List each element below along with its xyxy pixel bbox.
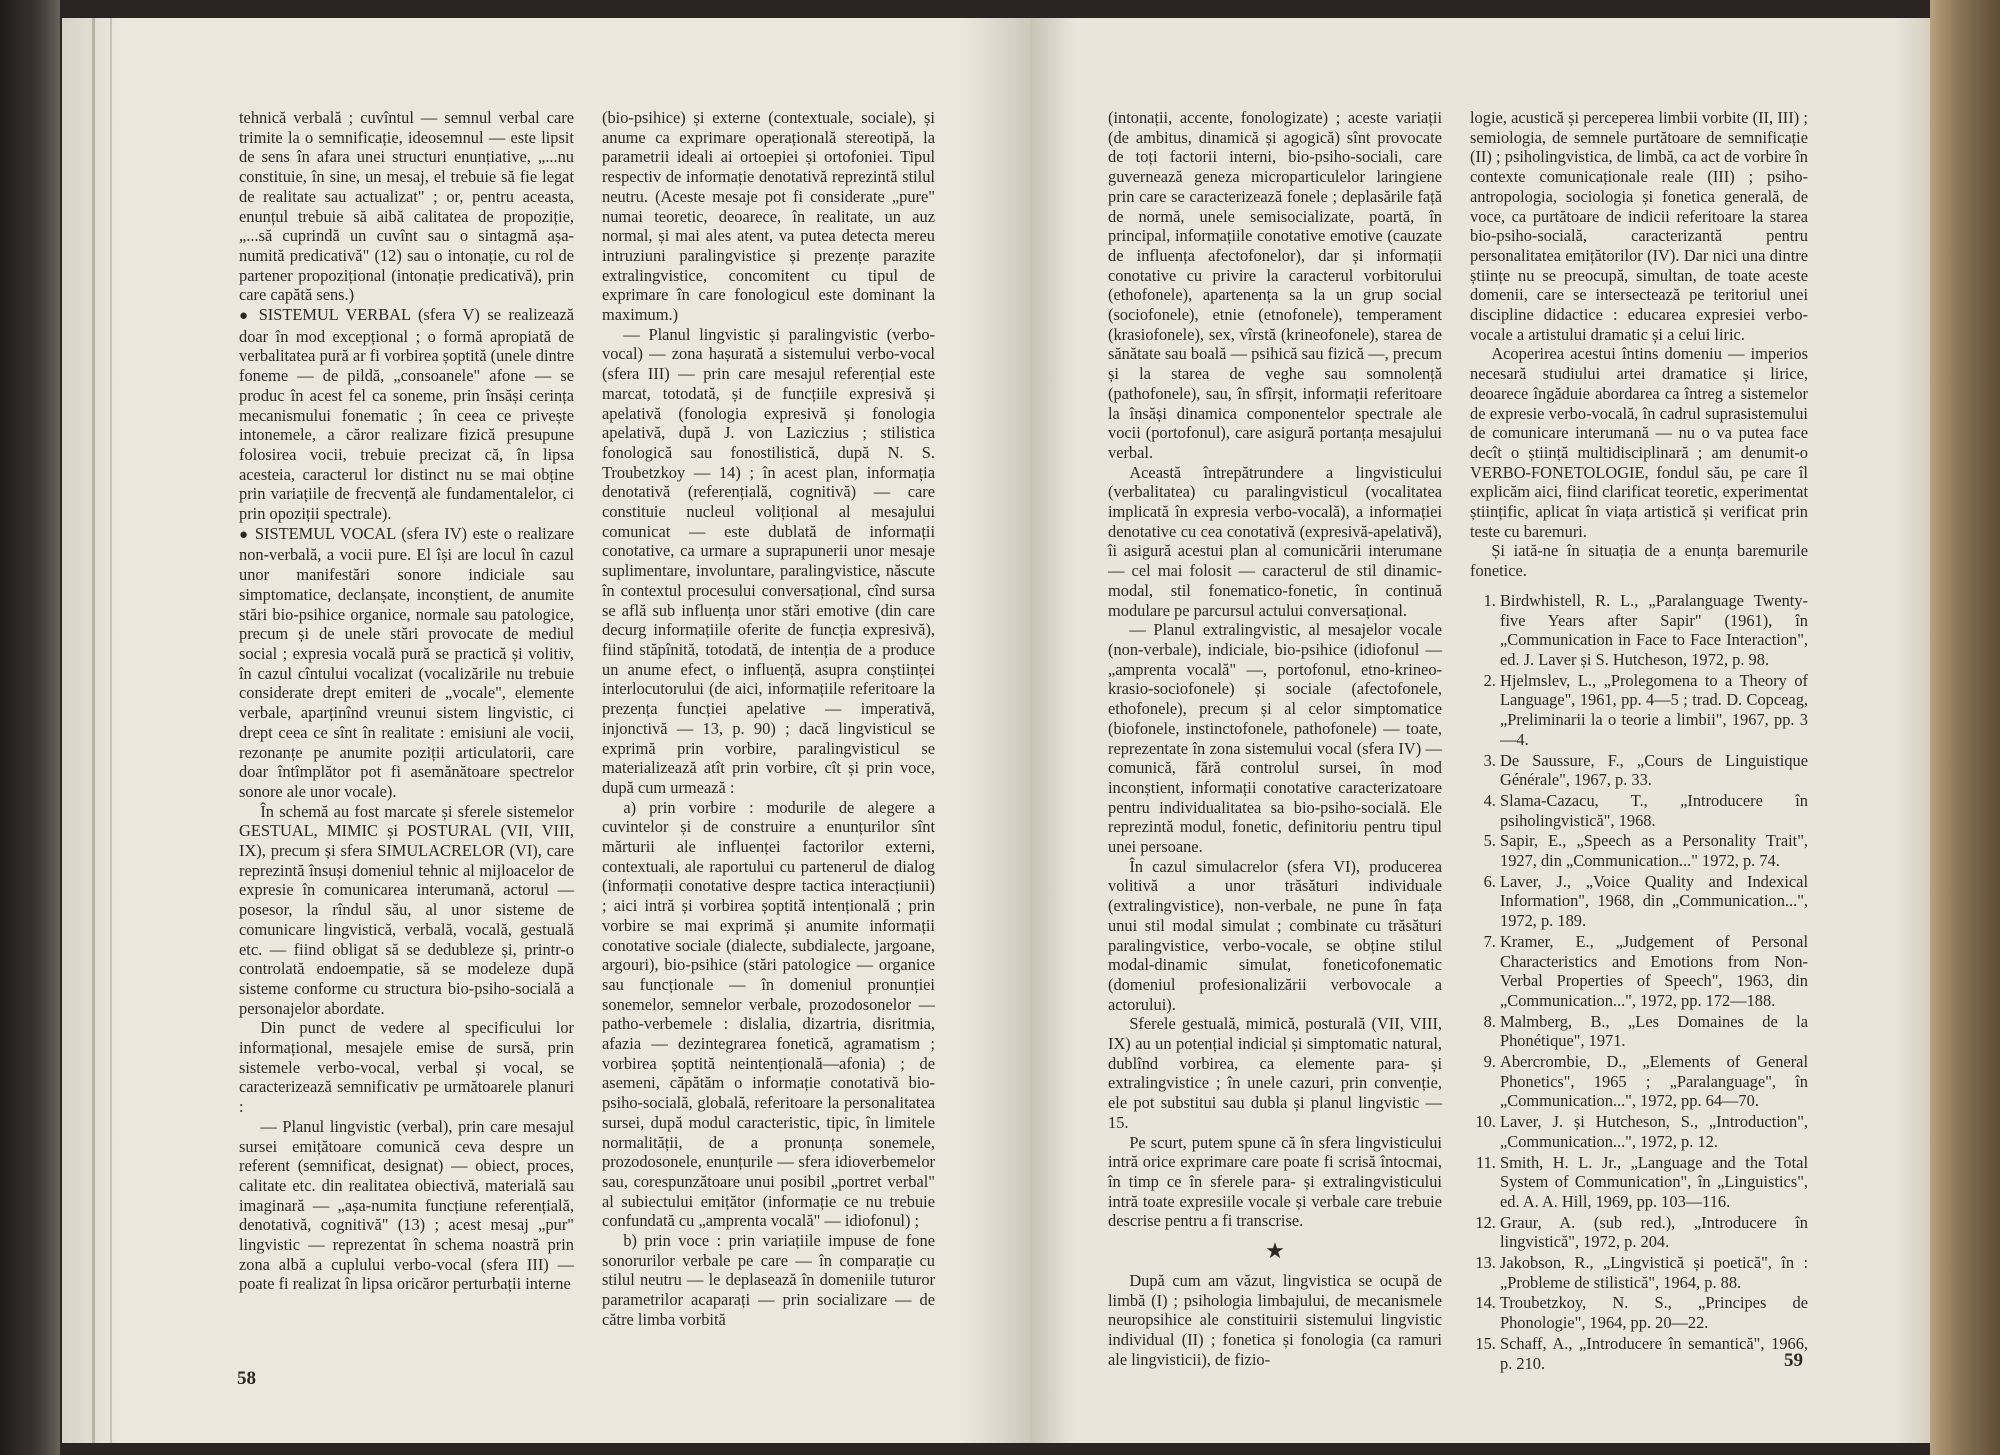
reference-item: 8. Malmberg, B., „Les Domaines de la Phonétique", 1971. [1500,1012,1808,1051]
paragraph: Sferele gestuală, mimică, posturală (VII, VIII, IX) au un potențial indicial și simptomatic natural, dublînd vorbirea, ca elemente para- și extralingvistice ; în unele cazuri, prin convenție, ele pot substitui sau dubla și planul lingvistic — 15. [1108,1014,1442,1132]
paragraph: — Planul lingvistic și paralingvistic (verbo-vocal) — zona hașurată a sistemului verbo-vocal (sfera III) — prin care mesajul referențial este marcat, totodată, și de funcțiile expresivă și apelativă (fonologia expresivă și fonologia apelativă, după J. von Laziczius ; stilistica fonologică sau fonostilistică, după N. S. Troubetzkoy — 14) ; în acest plan, informația denotativă (referențială, cognitivă) — care constituie nucleul volițional al mesajului comunicat — este dublată de informații conotative, ca urmare a suprapunerii unor mesaje suplimentare, involuntare, paralingvistice, născute în contextul procesului conversațional, cînd sursa se află sub influența unor stări emotive (din care decurg informațiile oferite de funcția expresivă), fiind stăpînită, totodată, de intenția de a produce un anume efect, o influență, asupra conștiinței interlocutorului (de aici, informațiile referitoare la prezența funcției apelative — imperativă, injonctivă — 13, p. 90) ; dacă lingvisticul se exprimă prin vorbire, paralingvisticul se materializează atît prin vorbire, cît și prin voce, după cum urmează : [602,324,935,797]
reference-item: 2. Hjelmslev, L., „Prolegomena to a Theory of Language", 1961, pp. 4—5 ; trad. D. Copceag, „Preliminarii la o teorie a limbii", 1967, pp. 3—4. [1500,671,1808,750]
paragraph: — Planul lingvistic (verbal), prin care mesajul sursei emițătoare comunică ceva despre un referent (semnificat, designat) — obiect, proces, calitate etc. din realitatea obiectivă, materială sau imaginară — „așa-numita funcțiune referențială, denotativă, cognitivă" (13) ; acest mesaj „pur" lingvistic — reprezentat în schema noastră prin zona albă a cuplului verbo-vocal (sfera III) — poate fi realizat în lipsa oricăror perturbații interne [239,1116,574,1294]
reference-item: 7. Kramer, E., „Judgement of Personal Characteristics and Emotions from Non-Verbal Properties of Speech", 1963, din „Communication...", 1972, pp. 172—188. [1500,932,1808,1011]
paragraph: Acoperirea acestui întins domeniu — imperios necesară studiului artei dramatice și lirice, deoarece îngăduie abordarea ca întreg a sistemelor de expresie verbo-vocală, în cadrul suprasistemului de comunicare interumană — nu o va putea face decît o știință multidisciplinară ; am denumit-o VERBO-FONETOLOGIE, fondul său, pe care îl explicăm aici, fiind clarificat teoretic, experimentat științific, aplicat în viața artistică și verificat prin teste cu baremuri. [1470,344,1808,541]
reference-item: 12. Graur, A. (sub red.), „Introducere în lingvistică", 1972, p. 204. [1500,1213,1808,1252]
book-edge-right [1930,0,2000,1455]
reference-item: 5. Sapir, E., „Speech as a Personality Trait", 1927, din „Communication..." 1972, p. 74. [1500,831,1808,870]
paragraph: Și iată-ne în situația de a enunța baremurile fonetice. [1470,541,1808,581]
reference-item: 9. Abercrombie, D., „Elements of General Phonetics", 1965 ; „Paralanguage", în „Communication...", 1972, pp. 64—70. [1500,1052,1808,1111]
paragraph: În cazul simulacrelor (sfera VI), producerea volitivă a unor trăsături individuale (extralingvistice), non-verbale, ne pune în fața unui stil modal simulat ; combinate cu trăsături paralingvistice, verbo-vocale, se obține stilul modal-dinamic simulat, foneticofonematic (domeniul profesionalizării verbovocale a actorului). [1108,856,1442,1014]
paragraph: (bio-psihice) și externe (contextuale, sociale), și anume ca exprimare operațională stereotipă, la parametrii ideali ai ortoepiei și ortofoniei. Tipul respectiv de informație denotativă reprezintă stilul neutru. (Aceste mesaje pot fi considerate „pure" numai teoretic, deoarece, în realitate, un auz normal, și mai ales atent, va putea detecta mereu intruziuni paralingvistice și prezențe parazite extralingvistice, concomitent cu tipul de exprimare în care fonologicul este dominant la maximum.) [602,108,935,325]
paragraph-verbal-system: ● SISTEMUL VERBAL (sfera V) se realizează doar în mod excepțional ; o formă apropiată de verbalitatea pură ar fi vorbirea șoptită (unele dintre foneme — de pildă, „consoanele" afone — se produc în acest fel ca soneme, prin însăși cerința mecanismului fonematic ; în ceea ce privește intonemele, a căror realizare fizică presupune folosirea vocii, trebuie precizat că, în lipsa acesteia, caracterul lor distinct nu se mai obține prin variațiile de frecvență ale fundamentalelor, ci prin opoziții spectrale). [239,305,574,524]
paragraph: a) prin vorbire : modurile de alegere a cuvintelor și de construire a enunțurilor sînt mărturii ale influenței factorilor externi, contextuali, ale raportului cu partenerul de dialog (informații conotative despre tactica interacțiunii) ; aici intră și vorbirea șoptită intențională ; prin vorbire se mai exprimă și anumite informații conotative sociale (dialecte, subdialecte, jargoane, argouri), bio-psihice (stări patologice — organice sau funcționale — în domeniul pronunției sonemelor, semnelor verbale, prozodosonelor — patho-verbemele : dislalia, dizartria, disritmia, afazia — dezintegrarea fonetică, agramatism ; vorbirea șoptită neintențională—afonia) ; de asemeni, căpătăm o informație conotativă bio-psiho-socială, globală, referitoare la personalitatea sursei, după modul caracteristic, tipic, în limitele normalității, de a pronunța sonemele, prozodosonele, enunțurile — sfera idioverbemelor sau, corespunzătoare unui posibil „portret verbal" al subiectului emițător (informație ce nu trebuie confundată cu „amprenta vocală" — idiofonul) ; [602,797,935,1231]
references-list [1470,591,1808,1373]
page-number-right: 59 [1784,1350,1803,1371]
left-page-column-1 [239,108,574,1294]
right-page-column-2 [1470,108,1808,1374]
page-number-left: 58 [237,1368,256,1389]
right-page-column-1 [1108,108,1442,1370]
reference-item: 14. Troubetzkoy, N. S., „Principes de Phonologie", 1964, pp. 20—22. [1500,1293,1808,1332]
reference-item: 11. Smith, H. L. Jr., „Language and the Total System of Communication", în „Linguistics", ed. A. A. Hill, 1969, pp. 103—116. [1500,1153,1808,1212]
left-page-column-2 [602,108,935,1330]
reference-item: 13. Jakobson, R., „Lingvistică și poetică", în : „Probleme de stilistică", 1964, p. 88. [1500,1253,1808,1292]
paragraph: (intonații, accente, fonologizate) ; aceste variații (de ambitus, dinamică și agogică) sînt provocate de toți factorii interni, bio-psiho-sociali, care guvernează geneza microparticulelor laringiene prin care se caracterizează fonele ; deplasările față de normă, unele semisocializate, poartă, în principal, informațiile conotative emotive (cauzate de influența afectofonelor), dar și informații conotative cu privire la caracterul vorbitorului (ethofonele), apartenența sa la un grup social (sociofonele), etnie (etnofonele), temperament (krasiofonele), sex, vîrstă (krineofonele), starea de sănătate sau boală — psihică sau fizică —, precum și la starea de veghe sau somnolență (pathofonele), sau, în sfîrșit, informații referitoare la însăși dinamica componentelor spectrale ale vocii (portofonul), care asigură portanța mesajului verbal. [1108,108,1442,462]
paragraph-vocal-system: ● SISTEMUL VOCAL (sfera IV) este o realizare non-verbală, a vocii pure. El își are locul în cazul unor manifestări sonore indiciale sau simptomatice, declanșate, inconștient, de anumite stări bio-psihice organice, normale sau patologice, precum și de unele stări provocate de mediul social ; expresia vocală pură se practică și volitiv, în cazul cîntului vocalizat (vocalizările nu trebuie considerate drept emiteri de „vocale", elemente verbale, aparținînd vreunui sistem lingvistic, ci drept ceea ce sînt în realitate : emisiuni ale vocii, rezonanțe pe anumite poziții articulatorii, care doar întîmplător pot fi asemănătoare spectrelor sonore ale unor vocale). [239,524,574,802]
paragraph: Pe scurt, putem spune că în sfera lingvisticului intră orice exprimare care poate fi scrisă întocmai, în timp ce în sferele para- și extralingvisticului intră toate expresiile vocale și verbale care trebuie descrise pentru a fi transcrise. [1108,1132,1442,1231]
paragraph: Această întrepătrundere a lingvisticului (verbalitatea) cu paralingvisticul (vocalitatea implicată în expresia verbo-vocală), a informației denotative cu cea conotativă (expresivă-apelativă), îi asigură acestui plan al comunicării interumane — cel mai folosit — caracterul de stil dinamic-modal, stil fonematico-fonetic, în continuă modulare pe parcursul actului conversațional. [1108,462,1442,620]
paragraph: tehnică verbală ; cuvîntul — semnul verbal care trimite la o semnificație, ideosemnul — este lipsit de sens în afara unei structuri enunțiative, „...nu constituie, în sine, un mesaj, el trebuie să fie legat de realitate sau actualizat" ; or, pentru aceasta, enunțul trebuie să aibă calitatea de propoziție, „...să cuprindă un cuvînt sau o sintagmă așa-numită predicativă" (12) sau o intonație, cu rol de partener propozițional (intonație predicativă), prin care capătă sens.) [239,108,574,305]
reference-item: 1. Birdwhistell, R. L., „Paralanguage Twenty-five Years after Sapir" (1961), în „Communication in Face to Face Interaction", ed. J. Laver și S. Hutcheson, 1972, p. 98. [1500,591,1808,670]
reference-item: 4. Slama-Cazacu, T., „Introducere în psiholingvistică", 1968. [1500,791,1808,830]
paragraph: b) prin voce : prin variațiile impuse de fone sonorurilor verbale pe care — în comparație cu stilul neutru — le deplasează în domeniile tuturor parametrilor acaparați — prin socializare — de către limba vorbită [602,1231,935,1329]
paragraph: În schemă au fost marcate și sferele sistemelor GESTUAL, MIMIC și POSTURAL (VII, VIII, IX), precum și sfera SIMULACRELOR (VI), care reprezintă însuși domeniul tehnic al mijloacelor de expresie în comunicarea interumană, actorul — posesor, la rîndul său, al unor sisteme de comunicare lingvistică, verbală, vocală, gestuală etc. — fiind obligat să se dedubleze și, printr-o controlată endoempatie, să se modeleze după sisteme conforme cu structura bio-psiho-socială a personajelor abordate. [239,801,574,1018]
reference-item: 15. Schaff, A., „Introducere în semantică", 1966, p. 210. [1500,1334,1808,1373]
paragraph: Din punct de vedere al specificului lor informațional, mesajele emise de sursă, prin sistemele verbo-vocal, verbal și vocal, se caracterizează semnificativ pe următoarele planuri : [239,1018,574,1117]
paragraph: logie, acustică și perceperea limbii vorbite (II, III) ; semiologia, de semnele purtătoare de semnificație (II) ; psiholingvistica, de limbă, ca act de vorbire în contexte comunicaționale reale (III) ; psiho-antropologia, sociologia și fonetica generală, de voce, ca purtătoare de indicii referitoare la starea bio-psiho-socială, caracterizantă pentru personalitatea emițătorilor (IV). Dar nici una dintre științe nu se preocupă, simultan, de toate aceste domenii, care se intersectează pe teritoriul unei discipline didactice : educarea expresiei verbo-vocale a artistului dramatic și a celui liric. [1470,108,1808,344]
book-edge-left [0,0,60,1455]
reference-item: 6. Laver, J., „Voice Quality and Indexical Information", 1968, din „Communication...", 1972, p. 189. [1500,872,1808,931]
paragraph: După cum am văzut, lingvistica se ocupă de limbă (I) ; psihologia limbajului, de mecanismele neuropsihice ale constituirii sistemului lingvistic individual (II) ; fonetica și fonologia (ca ramuri ale lingvisticii), de fizio- [1108,1271,1442,1369]
paragraph: — Planul extralingvistic, al mesajelor vocale (non-verbale), indiciale, bio-psihice (idiofonul — „amprenta vocală" —, portofonul, etno-krineo-krasio-sociofonele) și sociale (afectofonele, ethofonele), precum și al celor simptomatice (biofonele, instinctofonele, pathofonele) — toate, reprezentate în zona sistemului vocal (sfera IV) — comunică, fără controlul sursei, în mod inconștient, informații conotative caracterizatoare pentru individualitatea sa bio-psiho-socială. Ele reprezintă modul, fonetic, definitoriu pentru tipul unei persoane. [1108,620,1442,857]
reference-item: 3. De Saussure, F., „Cours de Linguistique Générale", 1967, p. 33. [1500,751,1808,790]
section-separator-star: ★ [1265,1238,1285,1264]
reference-item: 10. Laver, J. și Hutcheson, S., „Introduction", „Communication...", 1972, p. 12. [1500,1112,1808,1151]
right-page [1030,18,1930,1443]
left-page [62,18,1030,1443]
